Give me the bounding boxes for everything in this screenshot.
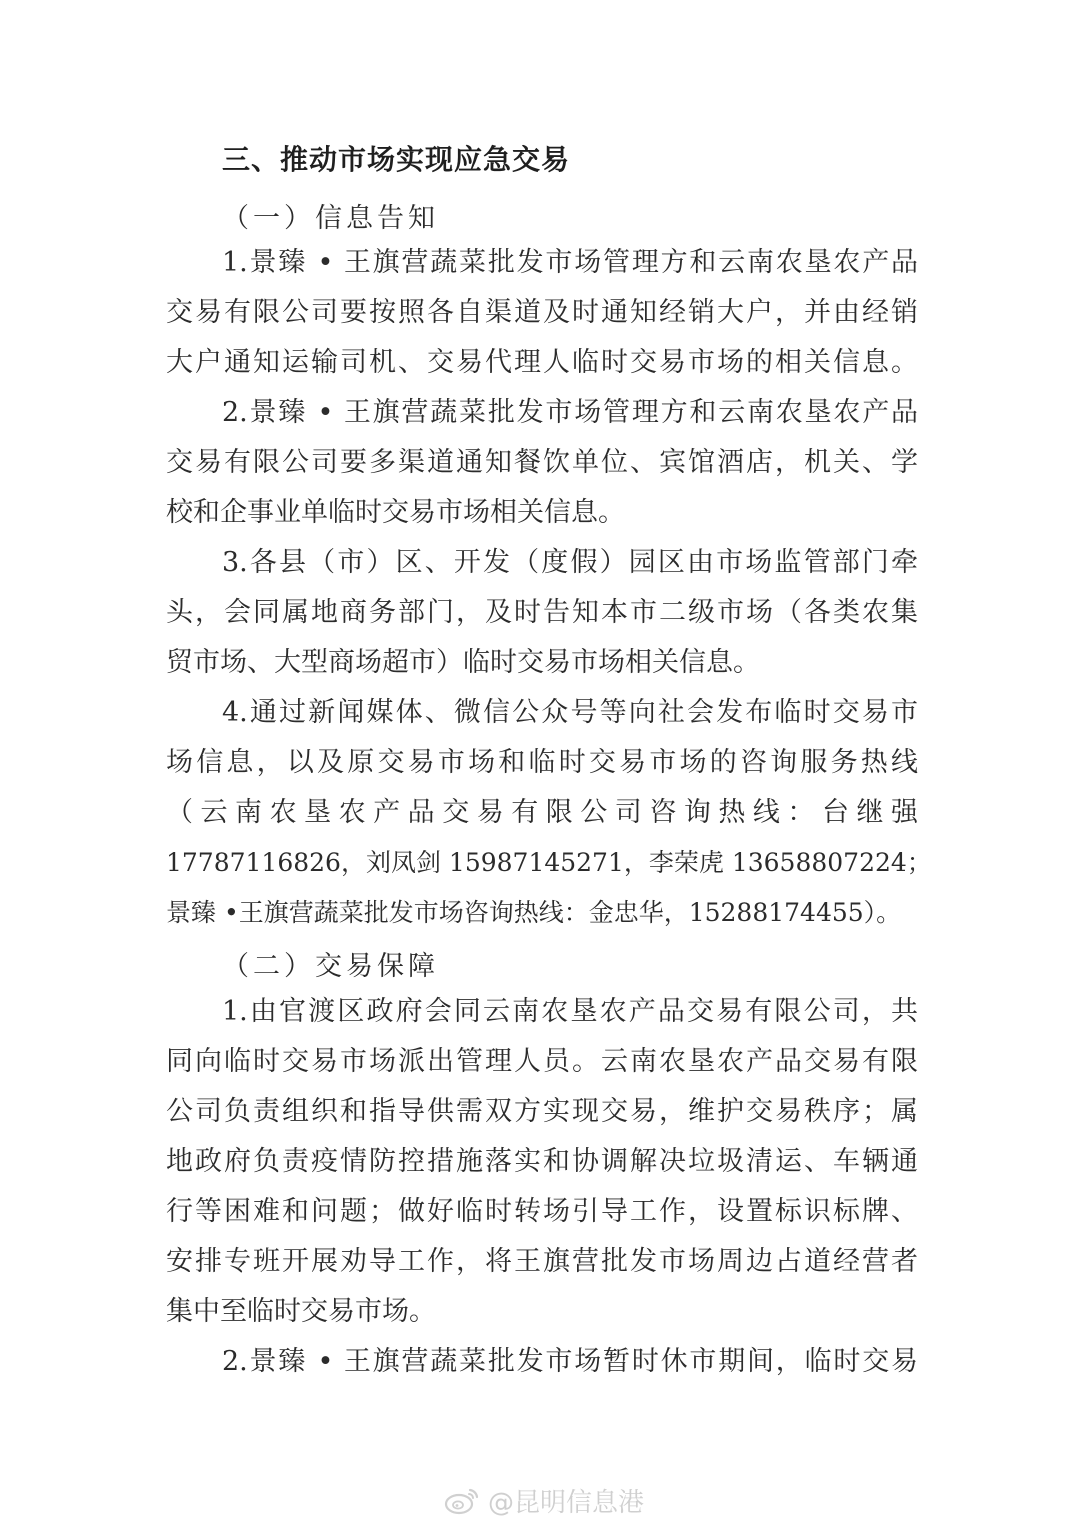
text-line: 3.各县（市）区、开发（度假）园区由市场监管部门牵 xyxy=(222,547,918,578)
text-line: 17787116826，刘凤剑 15987145271，李荣虎 13658807224； xyxy=(166,848,932,877)
subheading-trade-guarantee: （二）交易保障 xyxy=(222,951,439,982)
text-line: （云南农垦农产品交易有限公司咨询热线：台继强 xyxy=(166,797,918,828)
paragraph-2-2 xyxy=(166,1337,918,1387)
paragraph-1-2 xyxy=(166,388,918,538)
text-line: 行等困难和问题；做好临时转场引导工作，设置标识标牌、 xyxy=(166,1196,918,1227)
paragraph-2-1 xyxy=(166,987,918,1337)
text-line: 景臻 •王旗营蔬菜批发市场咨询热线：金忠华，15288174455）。 xyxy=(166,898,902,927)
watermark-text: @昆明信息港 xyxy=(488,1487,645,1518)
paragraph-1-3 xyxy=(166,538,918,688)
text-line: 安排专班开展劝导工作，将王旗营批发市场周边占道经营者 xyxy=(166,1246,918,1277)
text-line: 贸市场、大型商场超市）临时交易市场相关信息。 xyxy=(166,647,760,678)
weibo-watermark xyxy=(444,1480,644,1520)
paragraph-1-1 xyxy=(166,238,918,388)
text-line: 4.通过新闻媒体、微信公众号等向社会发布临时交易市 xyxy=(222,697,918,728)
text-line: 地政府负责疫情防控措施落实和协调解决垃圾清运、车辆通 xyxy=(166,1146,918,1177)
text-line: 集中至临时交易市场。 xyxy=(166,1296,436,1327)
text-line: 2.景臻 • 王旗营蔬菜批发市场暂时休市期间，临时交易 xyxy=(222,1346,918,1377)
text-line: 同向临时交易市场派出管理人员。云南农垦农产品交易有限 xyxy=(166,1046,918,1077)
section-heading: 三、推动市场实现应急交易 xyxy=(222,143,571,176)
weibo-icon xyxy=(444,1485,480,1515)
text-line: 头，会同属地商务部门，及时告知本市二级市场（各类农集 xyxy=(166,597,918,628)
text-line: 公司负责组织和指导供需双方实现交易，维护交易秩序；属 xyxy=(166,1096,918,1127)
text-line: 场信息，以及原交易市场和临时交易市场的咨询服务热线 xyxy=(166,747,918,778)
text-line: 交易有限公司要按照各自渠道及时通知经销大户，并由经销 xyxy=(166,297,918,328)
text-line: 1.景臻 • 王旗营蔬菜批发市场管理方和云南农垦农产品 xyxy=(222,247,918,278)
paragraph-1-4 xyxy=(166,688,932,938)
text-line: 大户通知运输司机、交易代理人临时交易市场的相关信息。 xyxy=(166,347,918,378)
text-line: 2.景臻 • 王旗营蔬菜批发市场管理方和云南农垦农产品 xyxy=(222,397,918,428)
text-line: 交易有限公司要多渠道通知餐饮单位、宾馆酒店，机关、学 xyxy=(166,447,918,478)
text-line: 1.由官渡区政府会同云南农垦农产品交易有限公司，共 xyxy=(222,996,918,1027)
subheading-info-notice: （一）信息告知 xyxy=(222,203,439,234)
text-line: 校和企事业单临时交易市场相关信息。 xyxy=(166,497,625,528)
